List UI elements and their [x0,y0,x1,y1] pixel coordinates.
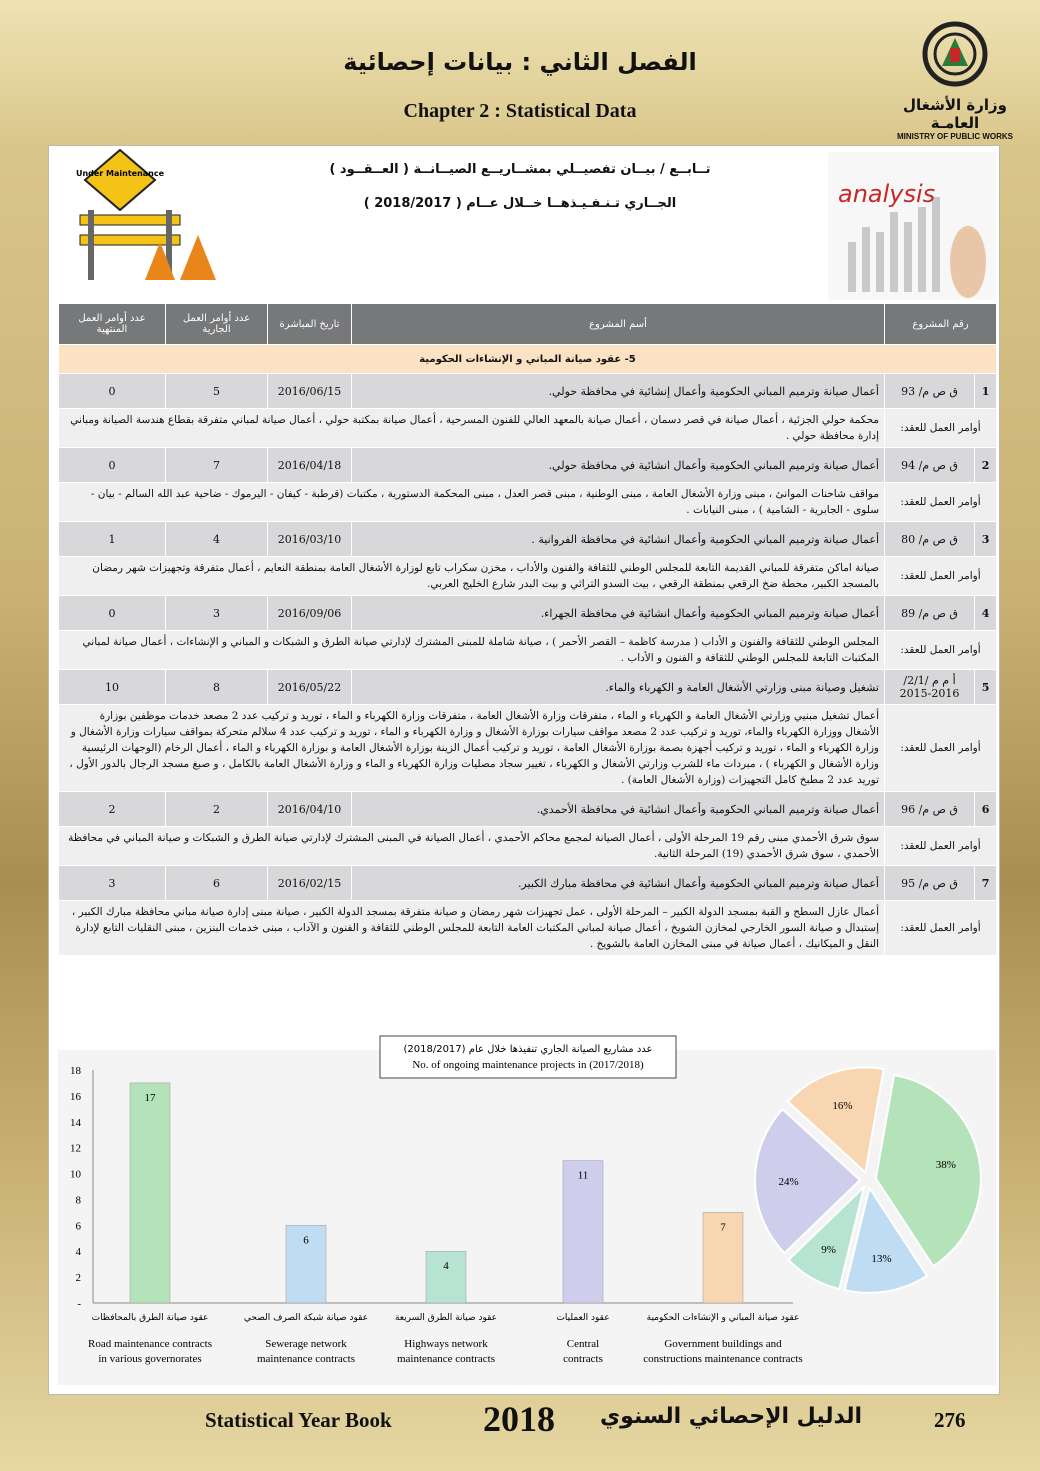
bar [563,1161,603,1303]
section-row [59,345,997,374]
work-orders-text: محكمة حولي الجزئية ، أعمال صيانة في قصر دسمان ، أعمال صيانة بالمعهد العالي للفنون المسرحية ، أعمال صيانة بمكتبة حولي ، أعمال صيانة لمباني متفرقة بقطاع هندسة الصيانة ومباني إدارة محافظة حولي . [59,409,885,448]
bar-value-label: 6 [303,1234,309,1247]
project-code: أ م م /2/1/ 2016-2015 [885,670,975,705]
work-orders-label: أوامر العمل للعقد: [885,631,997,670]
project-name: أعمال صيانة وترميم المباني الحكومية وأعمال إنشائية في محافظة حولي. [352,374,885,409]
y-tick-label: 2 [75,1272,81,1285]
project-index: 5 [975,670,997,705]
logo-arabic-text: وزارة الأشغال العامـة [903,96,1007,132]
start-date: 2016/03/10 [268,522,352,557]
category-label-en: Highways network [404,1338,488,1350]
start-date: 2016/02/15 [268,866,352,901]
chart-title-box [380,1036,676,1078]
project-index: 1 [975,374,997,409]
page-header-arabic-title: الفصل الثاني : بيانات إحصائية [343,48,697,76]
project-name: أعمال صيانة وترميم المباني الحكومية وأعمال انشائية في محافظة الفروانية . [352,522,885,557]
y-tick-label: 4 [75,1246,81,1259]
category-label-ar: عقود صيانة الطرق بالمحافظات [91,1313,209,1323]
category-label-en: constructions maintenance contracts [643,1353,803,1365]
projects-table [58,303,997,956]
bar-value-label: 11 [577,1169,589,1182]
running-orders: 2 [166,792,268,827]
section-title: 5- عقود صيانة المباني و الإنشاءات الحكومية [59,345,997,374]
y-tick-label: 12 [70,1142,81,1155]
category-label-ar: عقود صيانة المباني و الإنشاءات الحكومية [646,1313,800,1323]
page-title-line1: تــابــع / بيــان تفصيــلي بمشــاريــع الصيــانــة ( العــقــود ) [329,162,711,177]
running-orders: 4 [166,522,268,557]
running-orders: 3 [166,596,268,631]
hand-icon [950,226,986,298]
project-index: 2 [975,448,997,483]
analysis-illustration [828,152,996,300]
start-date: 2016/05/22 [268,670,352,705]
work-orders-label: أوامر العمل للعقد: [885,705,997,792]
project-row [59,596,997,631]
pie-slice-label: 13% [871,1253,892,1266]
project-code: ق ص م/ 89 [885,596,975,631]
finished-orders: 10 [59,670,166,705]
work-orders-text: مواقف شاحنات الموانئ ، مبنى وزارة الأشغال العامة ، مبنى الوطنية ، مبنى قصر العدل ، مبنى المحكمة الدستورية ، مكتبات (قرطبة - كيفان - اليرموك - ضاحية عبد الله السالم - بيان - سلوى - الجابرية - الشامية ) ، مبنى النيابات . [59,483,885,522]
y-tick-label: - [77,1298,81,1310]
category-label-en: maintenance contracts [256,1353,356,1365]
start-date: 2016/09/06 [268,596,352,631]
category-label-ar: عقود صيانة شبكة الصرف الصحي [243,1313,369,1323]
project-row [59,670,997,705]
running-orders: 8 [166,670,268,705]
page-number: 276 [934,1408,966,1432]
project-row [59,792,997,827]
pie-slice-label: 24% [778,1176,799,1189]
pie-slice-label: 38% [935,1159,956,1172]
project-code: ق ص م/ 94 [885,448,975,483]
work-orders-label: أوامر العمل للعقد: [885,901,997,956]
page-title-line2: الجــاري تـنـفـيـذهــا خــلال عــام ( 2018/2017 ) [363,196,677,211]
work-orders-row [59,901,997,956]
finished-orders: 0 [59,596,166,631]
footer-year: 2018 [483,1399,555,1439]
logo-english-text: MINISTRY OF PUBLIC WORKS [897,132,1013,141]
warning-sign-icon [76,150,165,210]
work-orders-row [59,631,997,670]
finished-orders: 2 [59,792,166,827]
category-label-en: Government buildings and [664,1338,782,1350]
category-label-en: Road maintenance contracts [87,1338,213,1350]
maintenance-projects-chart [58,1044,996,1385]
y-tick-label: 8 [75,1194,81,1207]
project-code: ق ص م/ 93 [885,374,975,409]
work-orders-row [59,705,997,792]
footer-arabic-title: الدليل الإحصائي السنوي [600,1404,863,1429]
category-label-en: Central [566,1338,600,1350]
category-label-en: contracts [563,1353,603,1365]
category-label-ar: عقود صيانة الطرق السريعة [394,1313,498,1323]
running-orders: 5 [166,374,268,409]
running-orders: 7 [166,448,268,483]
ministry-logo [890,18,1020,141]
y-tick-label: 10 [70,1168,81,1181]
project-code: ق ص م/ 96 [885,792,975,827]
start-date: 2016/04/18 [268,448,352,483]
work-orders-text: سوق شرق الأحمدي مبنى رقم 19 المرحلة الأولى ، أعمال الصيانة لمجمع محاكم الأحمدي ، أعمال الصيانة في المبنى المشترك لإدارتي صيانة الطرق و الشبكات و صيانة المباني في محافظة الأحمدي ، سوق شرق الأحمدي (19) المرحلة الثانية. [59,827,885,866]
y-tick-label: 6 [75,1220,81,1233]
y-tick-label: 16 [70,1090,81,1103]
category-label-en: in various governorates [98,1353,202,1365]
work-orders-label: أوامر العمل للعقد: [885,483,997,522]
pie-slice-label: 9% [821,1243,836,1256]
work-orders-text: المجلس الوطني للثقافة والفنون و الأداب ( مدرسة كاظمة – القصر الأحمر ) ، صيانة شاملة للمبنى المشترك لإدارتي صيانة الطرق و الشبكات و المباني و الإنشاءات ، أعمال صيانة لمباني المكتبات التابعة للمجلس الوطني للثقافة و الفنون و الأداب . [59,631,885,670]
header-project-name: أسم المشروع [352,304,885,345]
project-code: ق ص م/ 95 [885,866,975,901]
project-index: 4 [975,596,997,631]
bar-value-label: 7 [720,1221,726,1234]
finished-orders: 1 [59,522,166,557]
project-code: ق ص م/ 80 [885,522,975,557]
project-name: أعمال صيانة وترميم المباني الحكومية وأعمال انشائية في محافظة الجهراء. [352,596,885,631]
project-name: أعمال صيانة وترميم المباني الحكومية وأعمال انشائية في محافظة الأحمدي. [352,792,885,827]
project-name: أعمال صيانة وترميم المباني الحكومية وأعمال انشائية في محافظة مبارك الكبير. [352,866,885,901]
traffic-cone-icon [180,235,216,280]
work-orders-row [59,483,997,522]
work-orders-text: أعمال عازل السطح و القبة بمسجد الدولة الكبير – المرحلة الأولى ، عمل تجهيزات شهر رمضان و صيانة متفرقة بمسجد الدولة الكبير ، صيانة مبنى إدارة صيانة مباني محافظة مبارك الكبير ، إستبدال و صيانة السور الخارجي لمخازن الشويخ ، أعمال صيانة لمباني المكتبات العامة التابعة للمجلس الوطني للثقافة و الفنون و الآداب ، مبنى خدمات البنزين ، مبنى النقليات التابع لإدارة النقل و الميكانيك ، أعمال صيانة في مبنى المخازن العامة بالشويخ . [59,901,885,956]
category-label-en: maintenance contracts [396,1353,496,1365]
under-maintenance-label: Under Maintenance [75,169,165,178]
work-orders-row [59,827,997,866]
finished-orders: 3 [59,866,166,901]
running-orders: 6 [166,866,268,901]
start-date: 2016/06/15 [268,374,352,409]
chart-title-en: No. of ongoing maintenance projects in (2017/2018) [412,1059,644,1071]
bar-value-label: 17 [144,1091,156,1104]
under-maintenance-illustration [60,150,230,290]
analysis-text: analysis [838,180,936,208]
project-row [59,522,997,557]
header-running-orders: عدد أوامر العمل الجارية [166,304,268,345]
work-orders-label: أوامر العمل للعقد: [885,557,997,596]
bar-value-label: 4 [443,1260,449,1273]
project-index: 6 [975,792,997,827]
table-header-row [59,304,997,345]
page-header-english-title: Chapter 2 : Statistical Data [403,100,637,122]
work-orders-row [59,409,997,448]
start-date: 2016/04/10 [268,792,352,827]
pie-slice-label: 16% [832,1099,853,1112]
bar [130,1083,170,1303]
finished-orders: 0 [59,374,166,409]
category-label-ar: عقود العمليات [556,1313,610,1323]
work-orders-text: أعمال تشغيل مبنيي وزارتي الأشغال العامة و الكهرباء و الماء ، متفرقات وزارة الأشغال العامة ، متفرقات وزارة الكهرباء و الماء ، توريد و تركيب عدد 2 مصعد خدمات موظفين بوزارة الأشغال ووزارة الكهرباء والماء، توريد و تركيب عدد 2 مصعد مواقف سيارات بوزارة الأشغال و وزارة الكهرباء و الماء ، توريد و تركيب عدد 4 سلالم متحركة بمواقف سيارات وزارة الأشغال و وزارة الكهرباء و الماء ، توريد و تركيب أجهزة بصمة بوزارة الأشغال العامة ، توريد و تركيب أعمال الزينة بوزارة الأشغال العامة و بوزارة الكهرباء و الماء ، أعمال الرخام (الوجهات الرئيسية وزارة الأشغال و الكهرباء ) ، مبردات ماء للشرب وزارتي الأشغال و الكهرباء ، تغيير سجاد مصليات وزارة الكهرباء و الماء و وزارة الأشغال العامة بالكامل ، و صبغ مسجد الرجال بالدور الأول ، توريد عدد 2 مطبخ كامل التجهيزات (وزارة الأشغال العامة) . [59,705,885,792]
work-orders-label: أوامر العمل للعقد: [885,827,997,866]
header-finished-orders: عدد أوامر العمل المنتهية [59,304,166,345]
project-row [59,448,997,483]
category-label-en: Sewerage network [265,1338,347,1350]
project-name: أعمال صيانة وترميم المباني الحكومية وأعمال انشائية في محافظة حولي. [352,448,885,483]
work-orders-text: صيانة اماكن متفرقة للمباني القديمة التابعة للمجلس الوطني للثقافة والفنون والأداب ، مخزن سكراب تابع لوزارة الأشغال العامة بمنطقة النعايم ، أعمال متفرقة وتجهيزات شهر رمضان بالمسجد الكبير، محطة ضخ الرقعي بمنطقة الرقعي ، بيت السدو التراثي و بيت البدر شارع الخليج العربي. [59,557,885,596]
bar [426,1251,466,1303]
project-index: 7 [975,866,997,901]
project-row [59,374,997,409]
work-orders-row [59,557,997,596]
work-orders-label: أوامر العمل للعقد: [885,409,997,448]
project-index: 3 [975,522,997,557]
finished-orders: 0 [59,448,166,483]
header-start-date: تاريخ المباشرة [268,304,352,345]
y-tick-label: 14 [70,1116,81,1129]
chart-title-ar: عدد مشاريع الصيانة الجاري تنفيذها خلال عام (2018/2017) [403,1044,653,1055]
project-row [59,866,997,901]
project-name: تشغيل وصيانة مبنى وزارتي الأشغال العامة و الكهرباء والماء. [352,670,885,705]
footer-english-title: Statistical Year Book [205,1408,392,1432]
header-project-number: رقم المشروع [885,304,997,345]
y-tick-label: 18 [70,1065,81,1077]
ministry-emblem-icon [920,18,990,90]
